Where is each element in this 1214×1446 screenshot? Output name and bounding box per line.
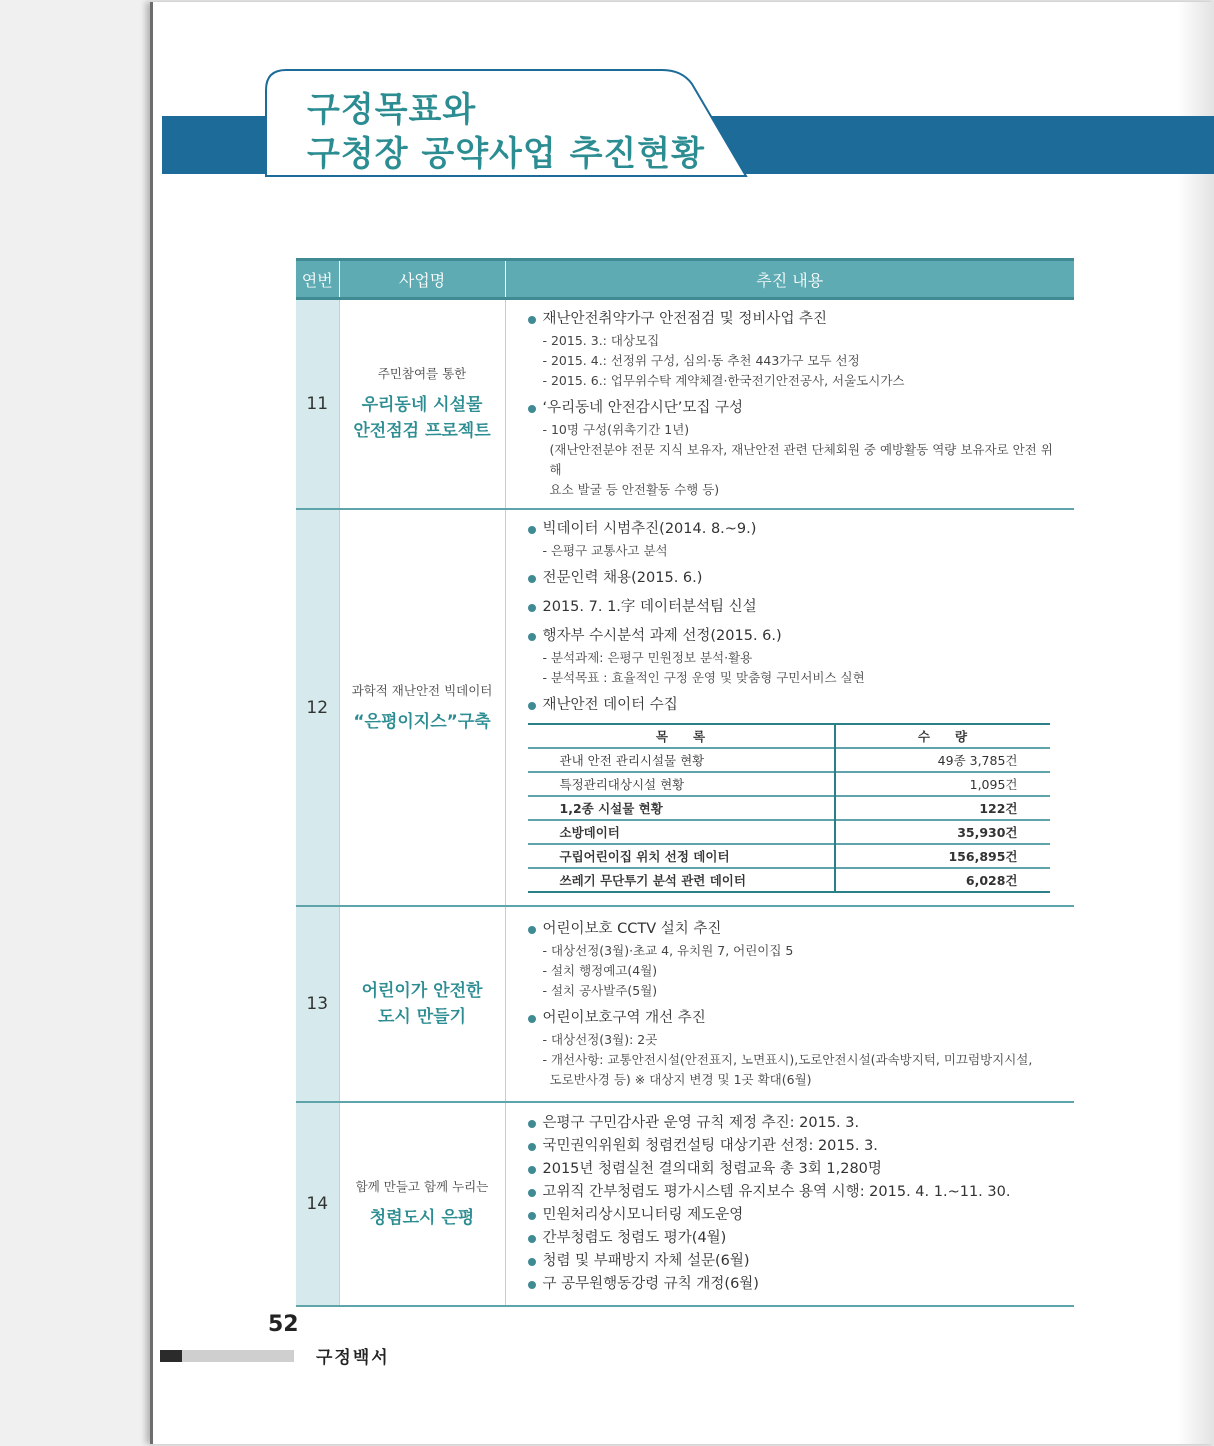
table-row bbox=[296, 1102, 1074, 1306]
bullet-item: 행자부 수시분석 과제 선정(2015. 6.) bbox=[528, 625, 1065, 648]
data-collection-table bbox=[528, 723, 1050, 893]
project-content bbox=[505, 509, 1074, 906]
project-name bbox=[339, 509, 505, 906]
bullet-item: 고위직 간부청렴도 평가시스템 유지보수 용역 시행: 2015. 4. 1.~11. 30. bbox=[528, 1181, 1065, 1204]
inner-header-row bbox=[528, 724, 1050, 748]
dash-item: - 대상선정(3월)·초교 4, 유치원 7, 어린이집 5 bbox=[542, 943, 794, 958]
dash-item: - 2015. 6.: 업무위수탁 계약체결·한국전기안전공사, 서울도시가스 bbox=[542, 373, 905, 388]
project-title-line-1: 우리동네 시설물 bbox=[361, 395, 483, 415]
header-name: 사업명 bbox=[339, 260, 505, 299]
bullet-item: 2015. 7. 1.字 데이터분석팀 신설 bbox=[528, 596, 1065, 619]
project-subtitle: 주민참여를 통한 bbox=[377, 366, 467, 381]
inner-row bbox=[528, 772, 1050, 796]
bullet-item: 민원처리상시모니터링 제도운영 bbox=[528, 1204, 1065, 1227]
row-number: 14 bbox=[296, 1102, 339, 1306]
bullet-item: 전문인력 채용(2015. 6.) bbox=[528, 567, 1065, 590]
project-name bbox=[339, 1102, 505, 1306]
bullet-item: 청렴 및 부패방지 자체 설문(6월) bbox=[528, 1250, 1065, 1273]
dash-item: - 설치 공사발주(5월) bbox=[542, 983, 658, 998]
bullet-item: 구 공무원행동강령 규칙 개정(6월) bbox=[528, 1273, 1065, 1296]
table-header-row bbox=[296, 260, 1074, 299]
inner-item: 쓰레기 무단투기 분석 관련 데이터 bbox=[528, 868, 835, 892]
project-subtitle: 과학적 재난안전 빅데이터 bbox=[351, 682, 493, 698]
bullet-item: 은평구 구민감사관 운영 규칙 제정 추진: 2015. 3. bbox=[528, 1112, 1065, 1135]
inner-row bbox=[528, 748, 1050, 772]
project-title-line-1: 청렴도시 은평 bbox=[369, 1208, 475, 1228]
page-title bbox=[307, 88, 705, 176]
title-line-1: 구정목표와 bbox=[307, 90, 477, 130]
row-number: 12 bbox=[296, 509, 339, 906]
project-title-line-2: 도시 만들기 bbox=[377, 1007, 467, 1027]
project-subtitle: 함께 만들고 함께 누리는 bbox=[355, 1179, 489, 1194]
inner-qty: 35,930건 bbox=[835, 820, 1050, 844]
dash-item: - 2015. 4.: 선정위 구성, 심의·동 추천 443가구 모두 선정 bbox=[542, 353, 860, 368]
title-line-2: 구청장 공약사업 추진현황 bbox=[307, 134, 705, 174]
table-row bbox=[296, 299, 1074, 510]
row-number: 13 bbox=[296, 906, 339, 1102]
project-title-line-1: “은평이지스”구축 bbox=[353, 711, 491, 732]
inner-row bbox=[528, 868, 1050, 892]
continuation-text: 요소 발굴 등 안전활동 수행 등) bbox=[549, 482, 720, 497]
inner-item: 소방데이터 bbox=[528, 820, 835, 844]
continuation-text: (재난안전분야 전문 지식 보유자, 재난안전 관련 단체회원 중 예방활동 역량 보유자로 안전 위해 bbox=[549, 442, 1053, 477]
pledge-table bbox=[296, 258, 1074, 1307]
table-row bbox=[296, 509, 1074, 906]
inner-row bbox=[528, 844, 1050, 868]
dash-item: - 분석목표 : 효율적인 구정 운영 및 맞춤형 구민서비스 실현 bbox=[542, 670, 865, 685]
inner-row bbox=[528, 820, 1050, 844]
header-content: 추진 내용 bbox=[505, 260, 1074, 299]
header-num: 연번 bbox=[296, 260, 339, 299]
inner-header-qty: 수 량 bbox=[835, 724, 1050, 748]
inner-item: 1,2종 시설물 현황 bbox=[528, 796, 835, 820]
inner-item: 관내 안전 관리시설물 현황 bbox=[528, 748, 835, 772]
bullet-item: 어린이보호구역 개선 추진 bbox=[528, 1007, 1065, 1030]
inner-qty: 1,095건 bbox=[835, 772, 1050, 796]
bullet-item: 어린이보호 CCTV 설치 추진 bbox=[528, 918, 1065, 941]
table-row bbox=[296, 906, 1074, 1102]
project-name bbox=[339, 299, 505, 510]
footer-label: 구정백서 bbox=[316, 1348, 390, 1368]
project-title-line-2: 안전점검 프로젝트 bbox=[353, 421, 491, 441]
inner-qty: 6,028건 bbox=[835, 868, 1050, 892]
project-content bbox=[505, 906, 1074, 1102]
row-number: 11 bbox=[296, 299, 339, 510]
dash-item: - 분석과제: 은평구 민원정보 분석·활용 bbox=[542, 650, 753, 665]
bullet-item: 국민권익위원회 청렴컨설팅 대상기관 선정: 2015. 3. bbox=[528, 1135, 1065, 1158]
bullet-item: 2015년 청렴실천 결의대회 청렴교육 총 3회 1,280명 bbox=[528, 1158, 1065, 1181]
dash-item: - 2015. 3.: 대상모집 bbox=[542, 333, 660, 348]
inner-item: 특정관리대상시설 현황 bbox=[528, 772, 835, 796]
inner-row bbox=[528, 796, 1050, 820]
page-number: 52 bbox=[268, 1312, 299, 1337]
bullet-item: ‘우리동네 안전감시단’모집 구성 bbox=[528, 397, 1065, 420]
inner-header-item: 목 록 bbox=[528, 724, 835, 748]
dash-item: - 설치 행정예고(4월) bbox=[542, 963, 658, 978]
bullet-item: 간부청렴도 청렴도 평가(4월) bbox=[528, 1227, 1065, 1250]
page-shade bbox=[1177, 2, 1214, 1444]
footer-bar bbox=[160, 1350, 294, 1362]
bullet-item: 빅데이터 시범추진(2014. 8.~9.) bbox=[528, 518, 1065, 541]
project-name bbox=[339, 906, 505, 1102]
project-content bbox=[505, 299, 1074, 510]
dash-item: - 대상선정(3월): 2곳 bbox=[542, 1032, 658, 1047]
inner-qty: 49종 3,785건 bbox=[835, 748, 1050, 772]
inner-qty: 122건 bbox=[835, 796, 1050, 820]
dash-item: - 개선사항: 교통안전시설(안전표지, 노면표시),도로안전시설(과속방지턱, 미끄럼방지시설, bbox=[542, 1052, 1033, 1067]
inner-qty: 156,895건 bbox=[835, 844, 1050, 868]
bullet-item: 재난안전 데이터 수집 bbox=[528, 694, 1065, 717]
continuation-text: 도로반사경 등) ※ 대상지 변경 및 1곳 확대(6월) bbox=[549, 1072, 812, 1087]
bullet-item: 재난안전취약가구 안전점검 및 정비사업 추진 bbox=[528, 308, 1065, 331]
dash-item: - 10명 구성(위촉기간 1년) bbox=[542, 422, 690, 437]
inner-item: 구립어린이집 위치 선정 데이터 bbox=[528, 844, 835, 868]
dash-item: - 은평구 교통사고 분석 bbox=[542, 543, 668, 558]
project-content bbox=[505, 1102, 1074, 1306]
project-title-line-1: 어린이가 안전한 bbox=[361, 981, 483, 1001]
